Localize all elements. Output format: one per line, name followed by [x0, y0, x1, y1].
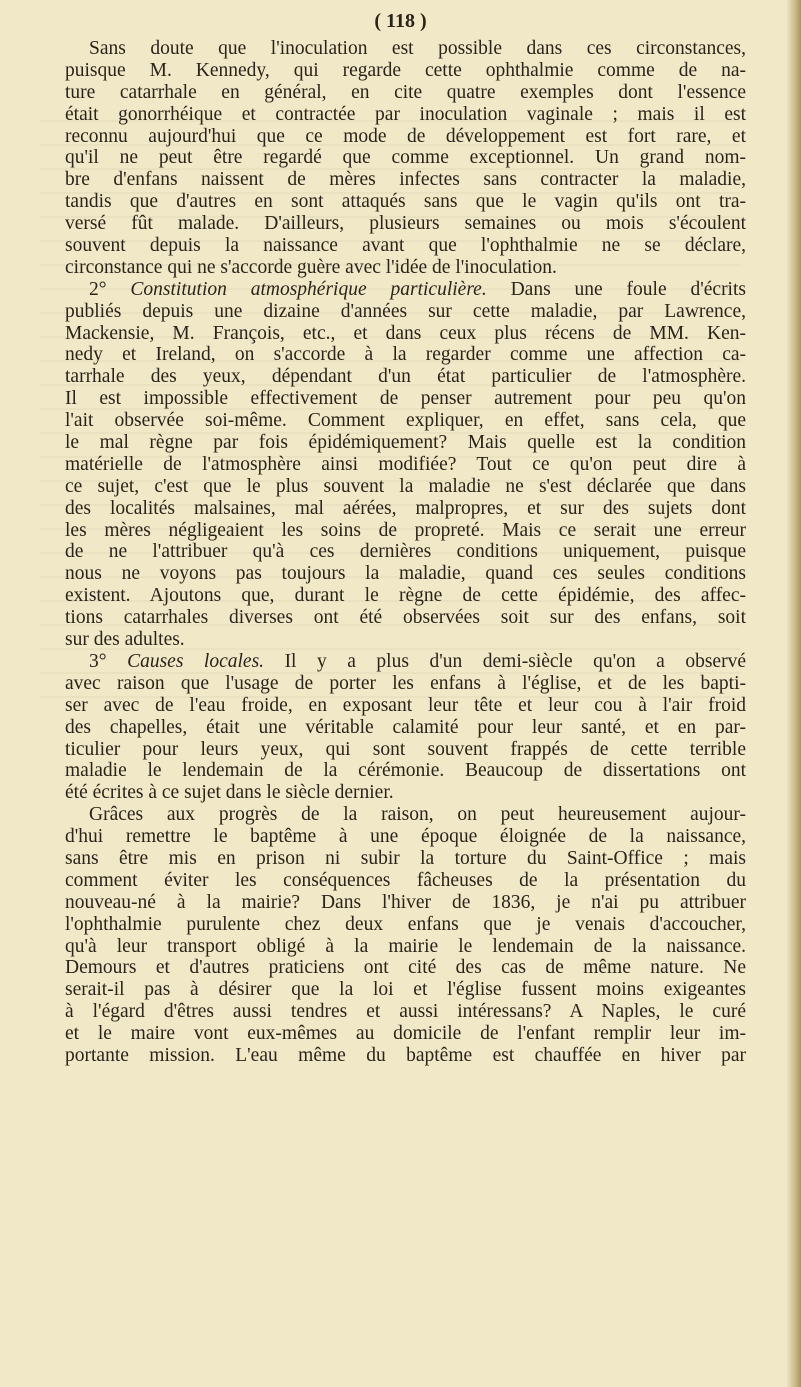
text-line: portante mission. L'eau même du baptême est chauffée en hiver par: [65, 1044, 746, 1066]
text-line: reconnu aujourd'hui que ce mode de développement est fort rare, et: [65, 125, 746, 147]
text-line: et le maire vont eux-mêmes au domicile de l'enfant remplir leur im-: [65, 1023, 746, 1045]
text-line: puisque M. Kennedy, qui regarde cette ophthalmie comme de na-: [65, 59, 746, 81]
text-line: serait-il pas à désirer que la loi et l'église fussent moins exigeantes: [65, 979, 746, 1001]
text-line: ce sujet, c'est que le plus souvent la maladie ne s'est déclarée que dans: [65, 475, 746, 497]
text-line: tions catarrhales diverses ont été observées soit sur des enfans, soit: [65, 607, 746, 629]
text-line: Grâces aux progrès de la raison, on peut heureusement aujour-: [89, 804, 746, 826]
text-line: ture catarrhale en général, en cite quatre exemples dont l'essence: [65, 81, 746, 103]
text-line: existent. Ajoutons que, durant le règne de cette épidémie, des affec-: [65, 585, 746, 607]
text-line: qu'il ne peut être regardé que comme exceptionnel. Un grand nom-: [65, 147, 746, 169]
text-line: nedy et Ireland, on s'accorde à la regarder comme une affection ca-: [65, 344, 746, 366]
section-number: 3°: [89, 650, 128, 672]
text-line: nous ne voyons pas toujours la maladie, quand ces seules conditions: [65, 563, 746, 585]
text-line: d'hui remettre le baptême à une époque éloignée de la naissance,: [65, 826, 746, 848]
text-line: des chapelles, était une véritable calamité pour leur santé, et en par-: [65, 716, 746, 738]
text-line: l'ophthalmie purulente chez deux enfans que je venais d'accoucher,: [65, 913, 746, 935]
line-rest: Dans une foule d'écrits: [486, 278, 746, 300]
text-line: comment éviter les conséquences fâcheuses de la présentation du: [65, 869, 746, 891]
text-line: sur des adultes.: [65, 629, 185, 651]
text-line: de ne l'attribuer qu'à ces dernières conditions uniquement, puisque: [65, 541, 746, 563]
section-title: Constitution atmosphérique particulière.: [130, 278, 487, 300]
page-edge: [787, 0, 801, 1387]
text-line: publiés depuis une dizaine d'années sur cette maladie, par Lawrence,: [65, 300, 746, 322]
text-line: sans être mis en prison ni subir la torture du Saint-Office ; mais: [65, 847, 746, 869]
text-line: ser avec de l'eau froide, en exposant leur tête et leur cou à l'air froid: [65, 694, 746, 716]
page-number: ( 118 ): [374, 10, 427, 32]
text-line: tarrhale des yeux, dépendant d'un état particulier de l'atmosphère.: [65, 366, 746, 388]
text-line: les mères négligeaient les soins de propreté. Mais ce serait une erreur: [65, 519, 746, 541]
text-line: bre d'enfans naissent de mères infectes sans contracter la maladie,: [65, 169, 746, 191]
body-text: [65, 38, 746, 1067]
text-line: ticulier pour leurs yeux, qui sont souvent frappés de cette terrible: [65, 738, 746, 760]
text-line: avec raison que l'usage de porter les enfans à l'église, et de les bapti-: [65, 672, 746, 694]
text-line: maladie le lendemain de la cérémonie. Beaucoup de dissertations ont: [65, 760, 746, 782]
text-line: souvent depuis la naissance avant que l'ophthalmie ne se déclare,: [65, 235, 746, 257]
text-line-heading: [65, 279, 746, 301]
section-title: Causes locales.: [127, 650, 265, 672]
text-line: le mal règne par fois épidémiquement? Mais quelle est la condition: [65, 432, 746, 454]
text-line: Demours et d'autres praticiens ont cité des cas de même nature. Ne: [65, 957, 746, 979]
text-line: tandis que d'autres en sont attaqués sans que le vagin qu'ils ont tra-: [65, 191, 746, 213]
text-line: était gonorrhéique et contractée par inoculation vaginale ; mais il est: [65, 103, 746, 125]
text-line-heading: [65, 651, 746, 673]
text-line: Sans doute que l'inoculation est possible dans ces circonstances,: [89, 38, 746, 59]
text-line: nouveau-né à la mairie? Dans l'hiver de 1836, je n'ai pu attribuer: [65, 891, 746, 913]
line-rest: Il y a plus d'un demi-siècle qu'on a observé: [264, 650, 746, 672]
text-line: matérielle de l'atmosphère ainsi modifiée? Tout ce qu'on peut dire à: [65, 453, 746, 475]
text-line: Il est impossible effectivement de penser autrement pour peu qu'on: [65, 388, 746, 410]
section-number: 2°: [89, 278, 131, 300]
text-line: circonstance qui ne s'accorde guère avec l'idée de l'inoculation.: [65, 256, 557, 278]
text-line: à l'égard d'êtres aussi tendres et aussi intéressans? A Naples, le curé: [65, 1001, 746, 1023]
text-line: l'ait observée soi-même. Comment expliquer, en effet, sans cela, que: [65, 410, 746, 432]
text-line: été écrites à ce sujet dans le siècle dernier.: [65, 782, 394, 804]
text-line: qu'à leur transport obligé à la mairie le lendemain de la naissance.: [65, 935, 746, 957]
text-line: des localités malsaines, mal aérées, malpropres, et sur des sujets dont: [65, 497, 746, 519]
text-line: versé fût malade. D'ailleurs, plusieurs semaines ou mois s'écoulent: [65, 213, 746, 235]
text-line: Mackensie, M. François, etc., et dans ceux plus récens de MM. Ken-: [65, 322, 746, 344]
